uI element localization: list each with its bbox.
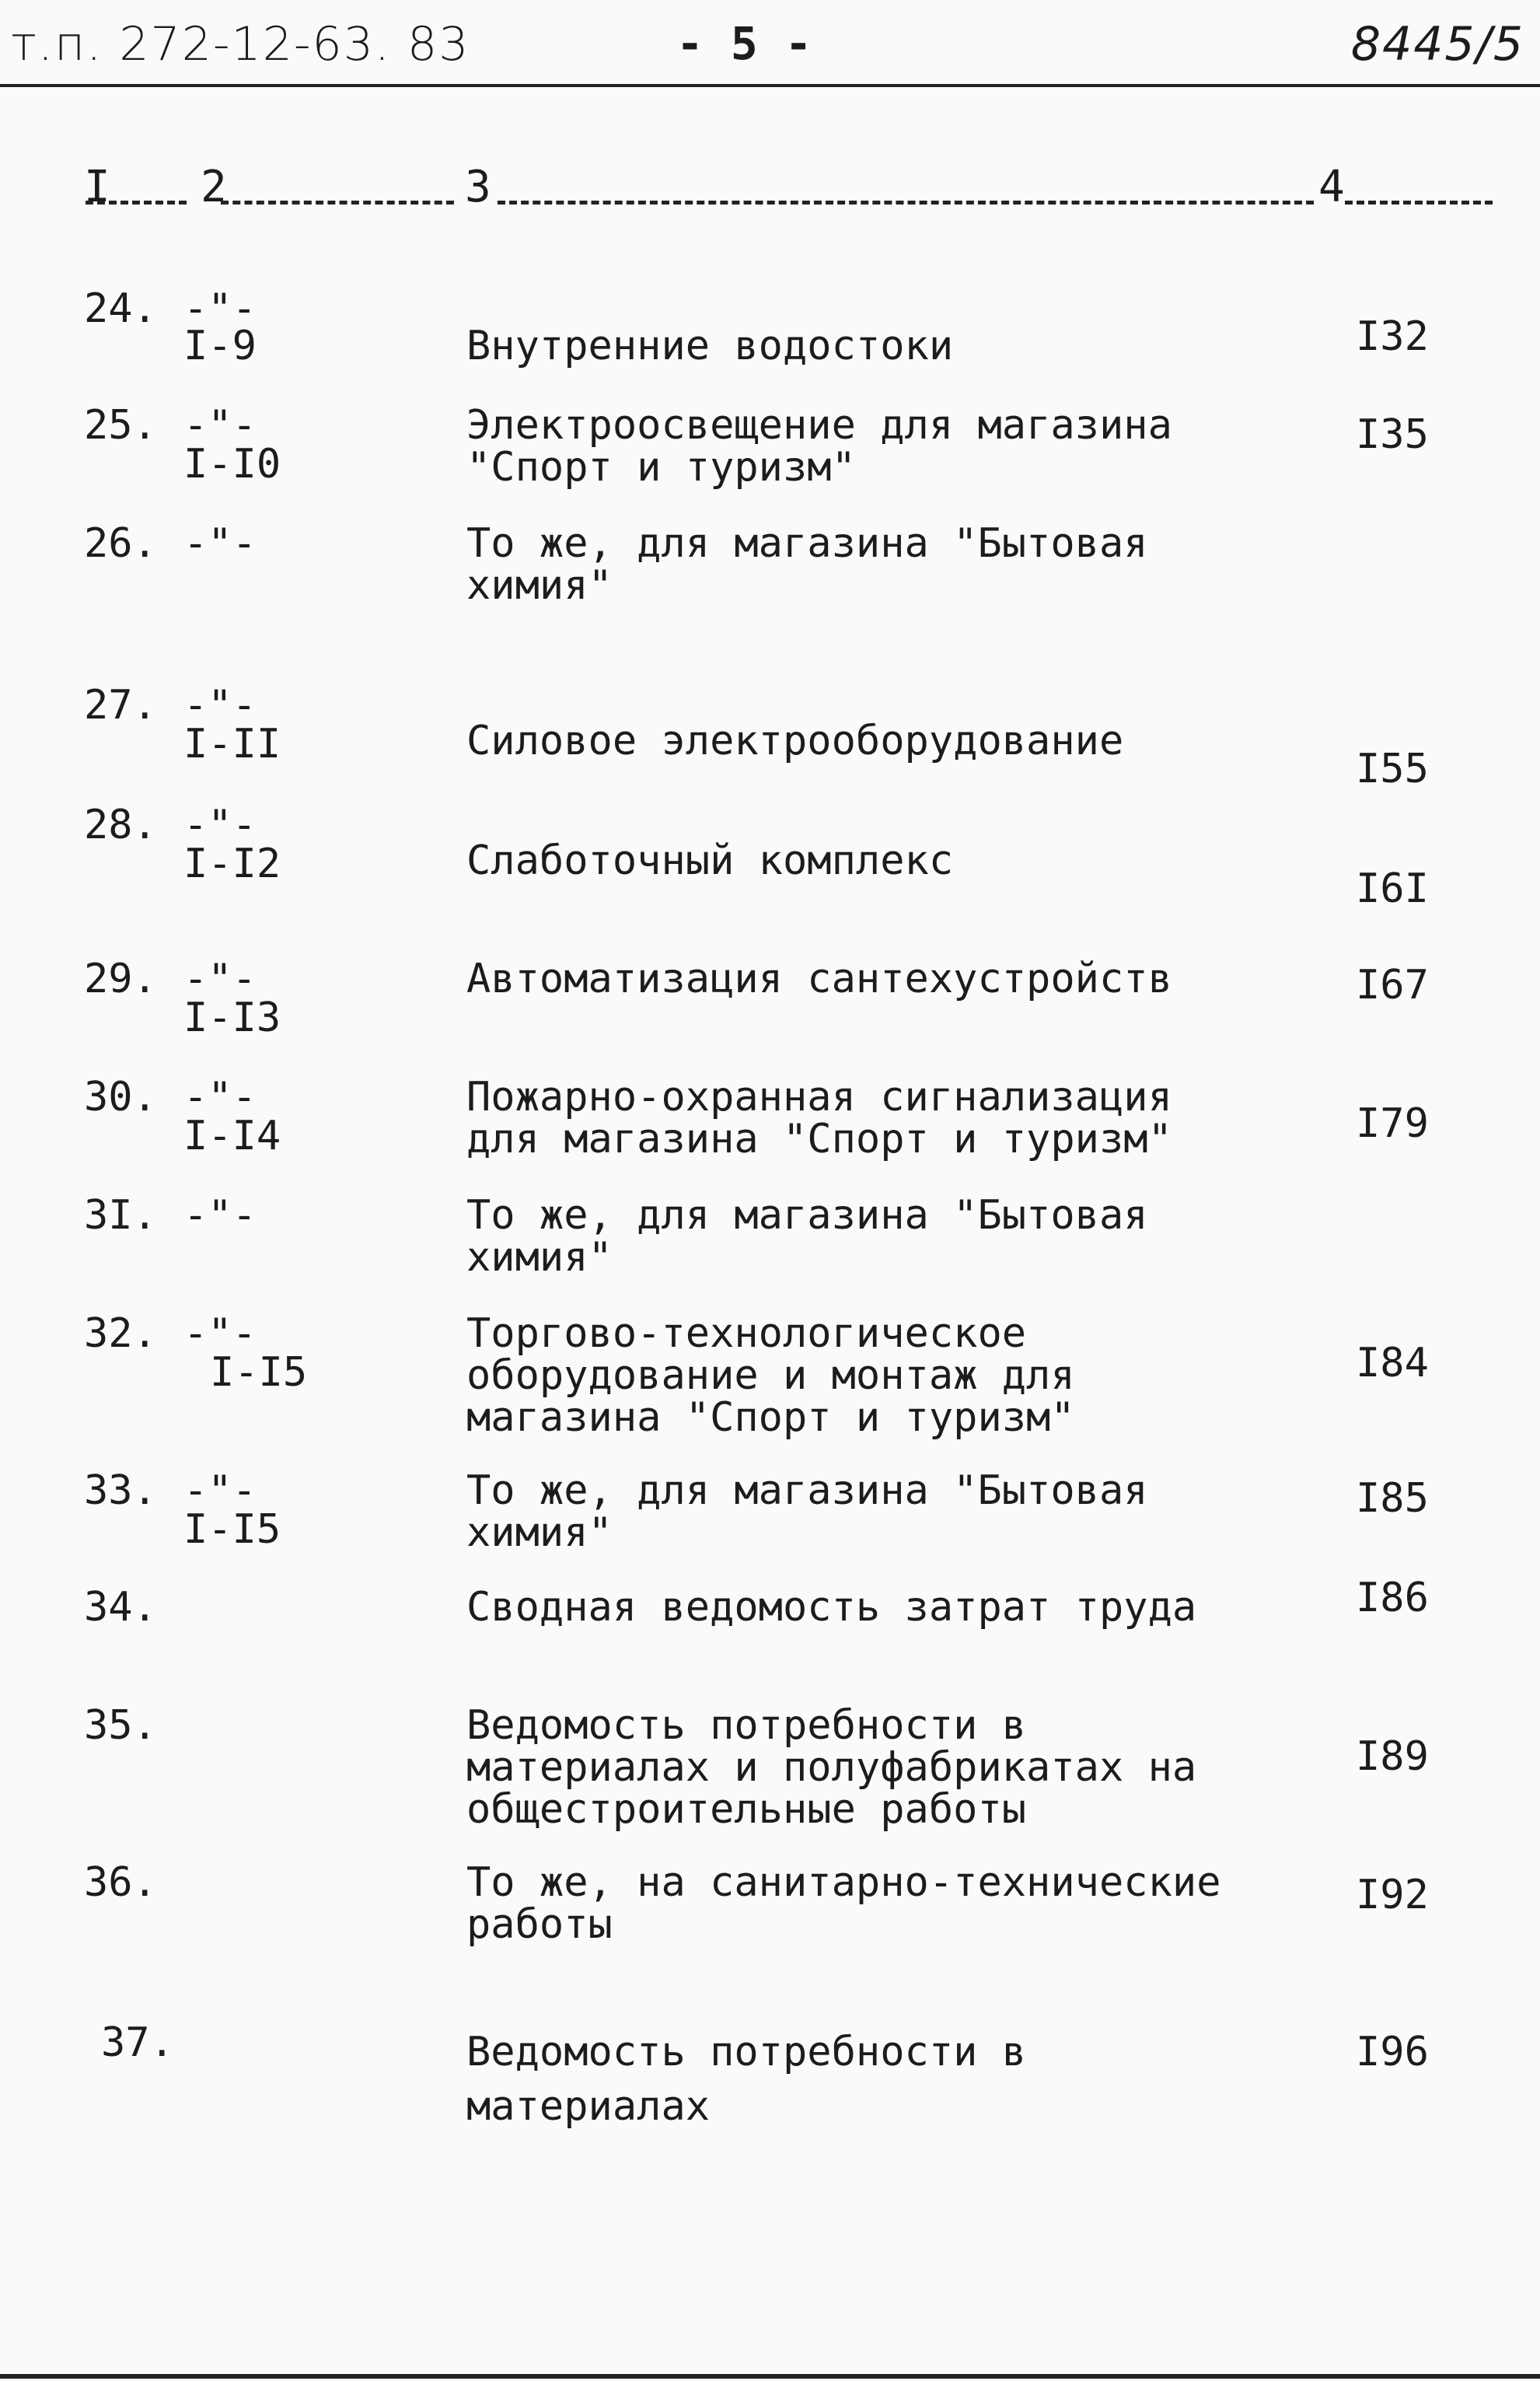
column-3-label: 3 bbox=[465, 162, 491, 212]
item-title: Ведомость потребности в материалах и полуфабрикатах на общестроительные работы bbox=[466, 1702, 1197, 1833]
item-code: I-I5 bbox=[183, 1506, 281, 1553]
item-title: Пожарно-охранная сигнализация для магазина "Спорт и туризм" bbox=[466, 1074, 1172, 1163]
item-mark: -"- bbox=[183, 1192, 257, 1239]
item-number: 25. bbox=[84, 402, 157, 449]
item-mark: -"- bbox=[183, 402, 257, 449]
item-code: I-I2 bbox=[183, 841, 281, 887]
item-mark: -"- bbox=[183, 682, 257, 729]
item-number: 3I. bbox=[84, 1192, 157, 1239]
item-page: I55 bbox=[1356, 746, 1429, 792]
item-page: I92 bbox=[1356, 1872, 1429, 1918]
item-title: То же, для магазина "Бытовая химия" bbox=[466, 1467, 1148, 1556]
item-number: 29. bbox=[84, 956, 157, 1002]
item-number: 34. bbox=[84, 1584, 157, 1631]
item-title: То же, на санитарно-технические работы bbox=[466, 1859, 1221, 1948]
item-number: 35. bbox=[84, 1702, 157, 1749]
column-rule bbox=[498, 201, 1314, 205]
column-rule bbox=[86, 201, 187, 205]
item-code: I-I4 bbox=[183, 1113, 281, 1159]
item-number: 27. bbox=[84, 682, 157, 729]
item-title: Торгово-технологическое оборудование и монтаж для магазина "Спорт и туризм" bbox=[466, 1310, 1075, 1441]
item-mark: -"- bbox=[183, 802, 257, 848]
document-code: т.п. 272-12-63. 83 bbox=[11, 17, 470, 72]
footer-rule bbox=[0, 2374, 1540, 2379]
item-code: I-I5 bbox=[210, 1349, 308, 1396]
page-number: - 5 - bbox=[676, 17, 812, 70]
item-title: Внутренние водостоки bbox=[466, 323, 954, 369]
item-number: 36. bbox=[84, 1859, 157, 1906]
item-page: I96 bbox=[1356, 2029, 1429, 2075]
column-1-label: I bbox=[84, 162, 110, 212]
item-title: Автоматизация сантехустройств bbox=[466, 956, 1172, 1002]
item-title: Силовое электрооборудование bbox=[466, 718, 1124, 764]
header-rule bbox=[0, 84, 1540, 87]
item-number: 32. bbox=[84, 1310, 157, 1357]
item-title: Сводная ведомость затрат труда bbox=[466, 1584, 1197, 1631]
item-mark: -"- bbox=[183, 285, 257, 332]
item-number: 33. bbox=[84, 1467, 157, 1514]
item-mark: -"- bbox=[183, 520, 257, 567]
item-number: 30. bbox=[84, 1074, 157, 1121]
item-page: I79 bbox=[1356, 1100, 1429, 1147]
column-rule bbox=[1345, 201, 1493, 205]
column-2-label: 2 bbox=[201, 162, 227, 212]
item-page: I89 bbox=[1356, 1733, 1429, 1780]
item-page: I85 bbox=[1356, 1475, 1429, 1522]
item-page: I32 bbox=[1356, 313, 1429, 360]
item-code: I-II bbox=[183, 721, 281, 767]
column-rule bbox=[221, 201, 454, 205]
item-code: I-I0 bbox=[183, 441, 281, 488]
item-mark: -"- bbox=[183, 1310, 257, 1357]
item-page: I86 bbox=[1356, 1575, 1429, 1621]
item-code: I-9 bbox=[183, 323, 257, 369]
item-page: I6I bbox=[1356, 865, 1429, 912]
item-mark: -"- bbox=[183, 1467, 257, 1514]
item-page: I67 bbox=[1356, 962, 1429, 1009]
item-page: I84 bbox=[1356, 1340, 1429, 1386]
column-4-label: 4 bbox=[1318, 162, 1345, 212]
item-number: 28. bbox=[84, 802, 157, 848]
item-number: 24. bbox=[84, 285, 157, 332]
item-title: То же, для магазина "Бытовая химия" bbox=[466, 1192, 1148, 1281]
item-mark: -"- bbox=[183, 1074, 257, 1121]
item-title: То же, для магазина "Бытовая химия" bbox=[466, 520, 1148, 609]
item-number: 26. bbox=[84, 520, 157, 567]
item-code: I-I3 bbox=[183, 995, 281, 1041]
item-number: 37. bbox=[101, 2019, 174, 2066]
item-title: Электроосвещение для магазина "Спорт и туризм" bbox=[466, 402, 1172, 491]
item-title: Ведомость потребности в материалах bbox=[466, 2029, 1027, 2130]
sheet-number: 8445/5 bbox=[1350, 17, 1524, 72]
item-mark: -"- bbox=[183, 956, 257, 1002]
item-page: I35 bbox=[1356, 411, 1429, 458]
item-title: Слаботочный комплекс bbox=[466, 837, 954, 884]
